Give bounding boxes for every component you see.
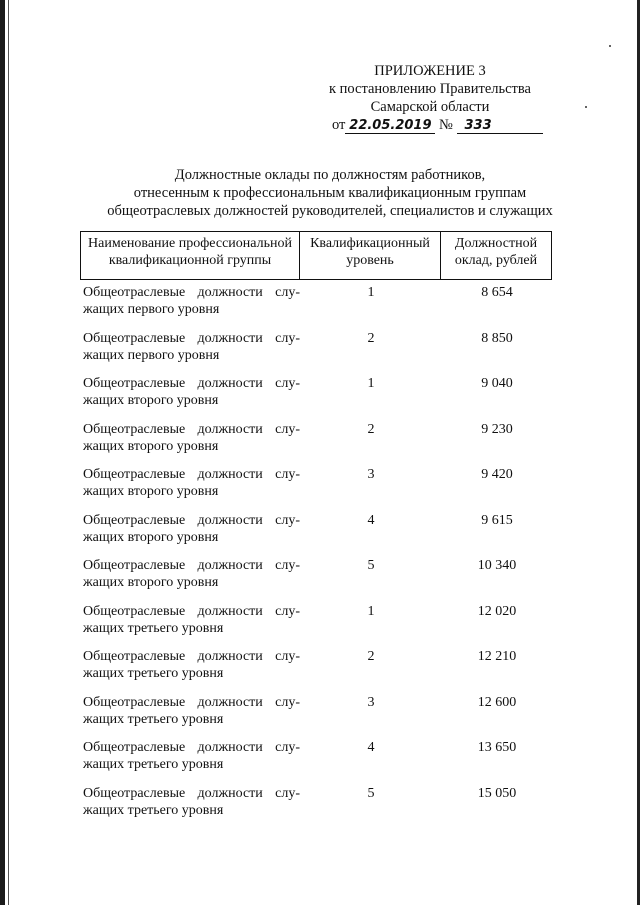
row-level: 1	[367, 603, 375, 619]
row-group-name: Общеотраслевые должности слу- жащих третьего уровня	[83, 694, 300, 727]
title-line-1: Должностные оклады по должностям работников,	[174, 167, 486, 183]
table-row	[80, 785, 552, 831]
row-group-name: Общеотраслевые должности слу- жащих третьего уровня	[83, 740, 300, 772]
row-group-name: Общеотраслевые должности слу- жащих первого уровня	[83, 330, 300, 363]
scan-speck	[609, 45, 611, 47]
row-group-name: Общеотраслевые должности слу- жащих второго уровня	[83, 467, 300, 499]
row-level: 3	[367, 467, 375, 482]
row-level: 4	[367, 740, 375, 755]
appendix-resolution: к постановлению Правительства	[329, 81, 531, 97]
table-row	[80, 330, 552, 376]
header-group-name	[81, 232, 300, 280]
row-group-name: Общеотраслевые должности слу- жащих третьего уровня	[83, 649, 300, 681]
row-salary: 13 650	[477, 740, 517, 755]
row-group-name: Общеотраслевые должности слу- жащих второго уровня	[83, 512, 300, 545]
header-level-line-1: Квалификационный	[310, 236, 430, 251]
row-salary: 9 230	[481, 421, 513, 437]
table-row	[80, 603, 552, 649]
header-salary-line-1: Должностной	[454, 236, 538, 251]
number-label: №	[439, 117, 453, 133]
table-header	[80, 231, 552, 280]
row-salary: 9 615	[481, 512, 513, 528]
handwritten-number: 333	[457, 118, 543, 134]
table-header-row	[81, 232, 552, 280]
row-salary: 9 420	[481, 467, 513, 482]
header-level-line-2: уровень	[346, 253, 394, 268]
appendix-date-number	[300, 116, 560, 134]
row-group-name: Общеотраслевые должности слу- жащих второго уровня	[83, 421, 300, 454]
header-group-name-line-1: Наименование профессиональной	[88, 236, 292, 251]
table-row	[80, 739, 552, 785]
row-salary: 8 654	[481, 285, 513, 300]
row-group-name: Общеотраслевые должности слу- жащих второго уровня	[83, 376, 300, 408]
row-level: 2	[367, 330, 375, 346]
row-level: 1	[367, 376, 375, 391]
row-salary: 10 340	[477, 558, 517, 573]
row-salary: 12 210	[477, 649, 517, 664]
table-row	[80, 421, 552, 467]
row-group-name: Общеотраслевые должности слу- жащих третьего уровня	[83, 785, 300, 818]
table-row	[80, 648, 552, 694]
row-salary: 9 040	[481, 376, 513, 391]
row-level: 1	[367, 285, 375, 300]
scan-speck	[585, 106, 587, 108]
table-row	[80, 557, 552, 603]
row-level: 2	[367, 421, 375, 437]
appendix-header	[300, 62, 560, 134]
row-salary: 12 600	[477, 694, 517, 710]
row-salary: 8 850	[481, 330, 513, 346]
table-row	[80, 466, 552, 512]
row-group-name: Общеотраслевые должности слу- жащих второго уровня	[83, 558, 300, 590]
scan-edge-left-line	[8, 0, 9, 905]
title-line-3: общеотраслевых должностей руководителей, специалистов и служащих	[107, 203, 553, 219]
table-row	[80, 694, 552, 740]
header-level	[300, 232, 441, 280]
appendix-region: Самарской области	[370, 99, 490, 115]
table-body	[80, 284, 552, 830]
handwritten-date: 22.05.2019	[345, 118, 435, 134]
header-group-name-line-2: квалификационной группы	[108, 253, 272, 268]
row-level: 2	[367, 649, 375, 664]
document-title	[70, 166, 590, 220]
row-level: 4	[367, 512, 375, 528]
row-group-name: Общеотраслевые должности слу- жащих третьего уровня	[83, 603, 300, 636]
row-level: 3	[367, 694, 375, 710]
title-line-2: отнесенным к профессиональным квалификационным группам	[133, 185, 527, 201]
row-group-name: Общеотраслевые должности слу- жащих первого уровня	[83, 285, 300, 317]
table-row	[80, 512, 552, 558]
header-salary-line-2: оклад, рублей	[454, 253, 538, 268]
table-row	[80, 375, 552, 421]
appendix-title: ПРИЛОЖЕНИЕ 3	[374, 63, 486, 79]
row-salary: 12 020	[477, 603, 517, 619]
row-salary: 15 050	[477, 785, 517, 801]
scan-edge-left	[0, 0, 5, 905]
header-salary	[441, 232, 552, 280]
table-row	[80, 284, 552, 330]
row-level: 5	[367, 558, 375, 573]
from-label: от	[332, 117, 346, 133]
row-level: 5	[367, 785, 375, 801]
